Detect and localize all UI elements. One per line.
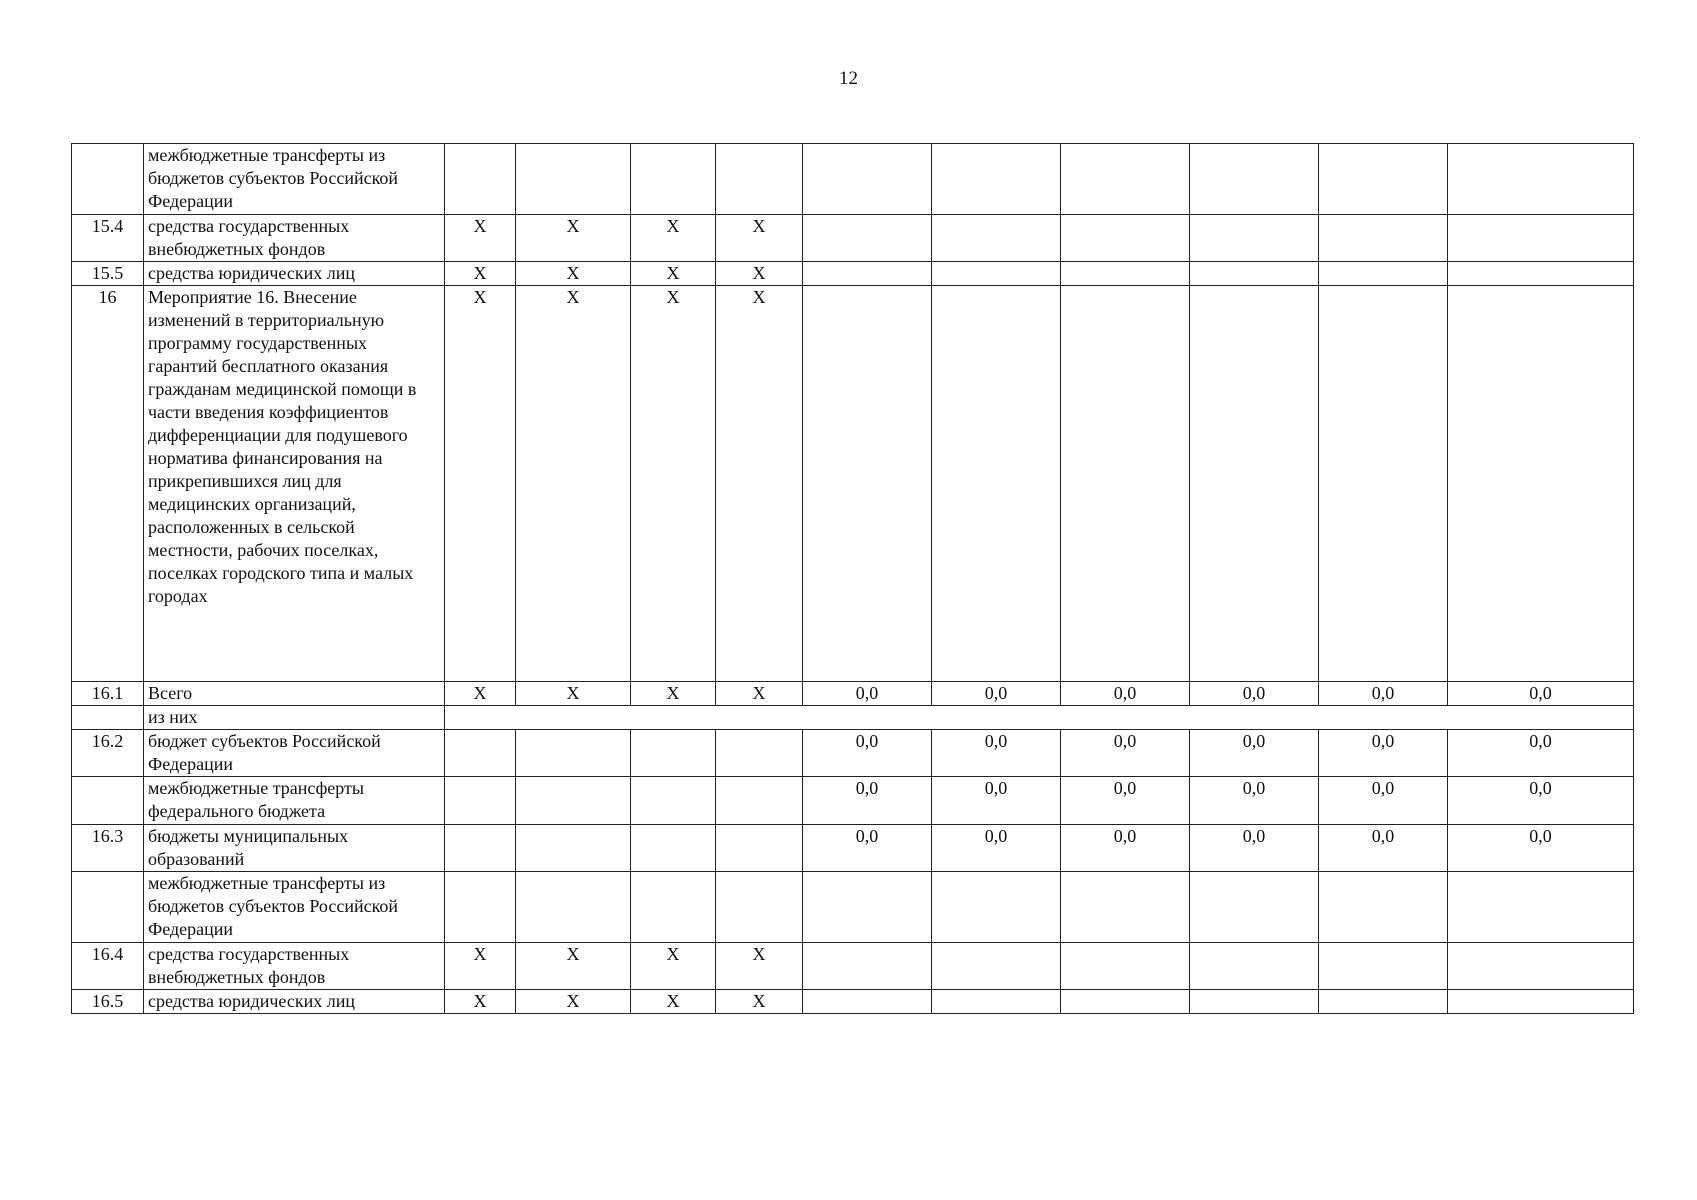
value-cell: 0,0 <box>1319 777 1448 825</box>
row-number-cell: 15.4 <box>72 215 144 262</box>
row-name-cell: средства государственных внебюджетных фондов <box>144 943 445 990</box>
row-number-cell <box>72 706 144 730</box>
row-number-cell: 16 <box>72 286 144 682</box>
x-cell: X <box>716 262 803 286</box>
x-cell: X <box>631 215 716 262</box>
x-cell: X <box>716 990 803 1014</box>
value-cell: 0,0 <box>1448 682 1634 706</box>
table-row <box>72 730 1634 777</box>
x-cell <box>631 825 716 872</box>
value-cell <box>803 262 932 286</box>
row-name-cell: средства государственных внебюджетных фондов <box>144 215 445 262</box>
x-cell <box>445 825 516 872</box>
table-row <box>72 990 1634 1014</box>
x-cell: X <box>716 943 803 990</box>
value-cell <box>803 215 932 262</box>
value-cell: 0,0 <box>932 682 1061 706</box>
value-cell: 0,0 <box>1448 825 1634 872</box>
page-number: 12 <box>839 68 858 89</box>
value-cell <box>1319 286 1448 682</box>
x-cell <box>445 872 516 943</box>
row-name-cell: Мероприятие 16. Внесение изменений в территориальную программу государственных гарантий бесплатного оказания гражданам медицинской помощи в части введения коэффициентов дифференциации для подушевого норматива финансирования на прикрепившихся лиц для медицинских организаций, расположенных в сельской местности, рабочих поселках, поселках городского типа и малых городах <box>144 286 445 682</box>
table-row <box>72 943 1634 990</box>
x-cell <box>516 144 631 215</box>
value-cell <box>932 286 1061 682</box>
row-name-cell: из них <box>144 706 445 730</box>
value-cell <box>1190 990 1319 1014</box>
x-cell: X <box>445 262 516 286</box>
value-cell <box>1448 872 1634 943</box>
value-cell: 0,0 <box>932 730 1061 777</box>
x-cell <box>716 872 803 943</box>
value-cell <box>932 144 1061 215</box>
value-cell <box>1319 943 1448 990</box>
value-cell <box>1190 215 1319 262</box>
x-cell: X <box>516 943 631 990</box>
row-name-cell: бюджет субъектов Российской Федерации <box>144 730 445 777</box>
value-cell <box>1319 262 1448 286</box>
value-cell: 0,0 <box>803 682 932 706</box>
value-cell: 0,0 <box>1190 825 1319 872</box>
table-row <box>72 286 1634 682</box>
value-cell: 0,0 <box>932 777 1061 825</box>
table-row <box>72 682 1634 706</box>
x-cell: X <box>631 682 716 706</box>
value-cell <box>803 144 932 215</box>
x-cell <box>716 825 803 872</box>
value-cell <box>803 872 932 943</box>
row-number-cell: 16.4 <box>72 943 144 990</box>
row-number-cell: 15.5 <box>72 262 144 286</box>
value-cell: 0,0 <box>1448 777 1634 825</box>
x-cell <box>631 777 716 825</box>
value-cell <box>1061 990 1190 1014</box>
value-cell <box>932 215 1061 262</box>
value-cell <box>1448 262 1634 286</box>
value-cell: 0,0 <box>1190 730 1319 777</box>
value-cell: 0,0 <box>1319 682 1448 706</box>
value-cell <box>1190 144 1319 215</box>
table-row <box>72 706 1634 730</box>
value-cell <box>1448 286 1634 682</box>
x-cell: X <box>631 286 716 682</box>
value-cell: 0,0 <box>1319 825 1448 872</box>
value-cell: 0,0 <box>1448 730 1634 777</box>
value-cell <box>1448 943 1634 990</box>
x-cell <box>716 730 803 777</box>
value-cell <box>803 990 932 1014</box>
table-row <box>72 215 1634 262</box>
x-cell: X <box>631 943 716 990</box>
value-cell <box>1061 872 1190 943</box>
value-cell <box>1319 215 1448 262</box>
value-cell <box>1190 872 1319 943</box>
x-cell <box>716 777 803 825</box>
x-cell: X <box>716 682 803 706</box>
table-row <box>72 144 1634 215</box>
value-cell: 0,0 <box>1190 682 1319 706</box>
row-number-cell: 16.3 <box>72 825 144 872</box>
value-cell <box>1190 286 1319 682</box>
value-cell <box>1319 872 1448 943</box>
x-cell: X <box>445 682 516 706</box>
merged-empty-cell <box>445 706 1634 730</box>
x-cell: X <box>445 286 516 682</box>
x-cell: X <box>631 990 716 1014</box>
row-number-cell <box>72 144 144 215</box>
value-cell <box>803 943 932 990</box>
row-name-cell: бюджеты муниципальных образований <box>144 825 445 872</box>
row-name-cell: межбюджетные трансферты из бюджетов субъектов Российской Федерации <box>144 872 445 943</box>
value-cell: 0,0 <box>803 777 932 825</box>
x-cell <box>445 730 516 777</box>
row-name-cell: межбюджетные трансферты из бюджетов субъектов Российской Федерации <box>144 144 445 215</box>
value-cell <box>803 286 932 682</box>
value-cell: 0,0 <box>1190 777 1319 825</box>
value-cell: 0,0 <box>1061 825 1190 872</box>
value-cell <box>1061 262 1190 286</box>
value-cell <box>1061 144 1190 215</box>
x-cell: X <box>516 286 631 682</box>
x-cell: X <box>716 286 803 682</box>
x-cell: X <box>631 262 716 286</box>
x-cell: X <box>516 682 631 706</box>
x-cell <box>445 777 516 825</box>
value-cell <box>1061 286 1190 682</box>
value-cell <box>1319 990 1448 1014</box>
value-cell: 0,0 <box>803 730 932 777</box>
row-name-cell: средства юридических лиц <box>144 990 445 1014</box>
value-cell <box>1190 262 1319 286</box>
value-cell: 0,0 <box>1319 730 1448 777</box>
x-cell: X <box>716 215 803 262</box>
row-name-cell: Всего <box>144 682 445 706</box>
x-cell <box>716 144 803 215</box>
row-number-cell <box>72 872 144 943</box>
value-cell: 0,0 <box>1061 730 1190 777</box>
value-cell <box>1448 990 1634 1014</box>
value-cell: 0,0 <box>932 825 1061 872</box>
x-cell <box>516 777 631 825</box>
value-cell <box>932 262 1061 286</box>
x-cell <box>445 144 516 215</box>
value-cell <box>1319 144 1448 215</box>
table-row <box>72 262 1634 286</box>
x-cell <box>516 730 631 777</box>
x-cell <box>516 872 631 943</box>
x-cell <box>631 144 716 215</box>
x-cell <box>631 730 716 777</box>
table-row <box>72 872 1634 943</box>
row-number-cell <box>72 777 144 825</box>
row-number-cell: 16.2 <box>72 730 144 777</box>
x-cell <box>631 872 716 943</box>
value-cell <box>932 943 1061 990</box>
x-cell: X <box>516 262 631 286</box>
value-cell <box>1061 215 1190 262</box>
table-row <box>72 825 1634 872</box>
budget-table <box>71 143 1634 1014</box>
value-cell <box>932 990 1061 1014</box>
x-cell: X <box>445 990 516 1014</box>
value-cell: 0,0 <box>1061 777 1190 825</box>
x-cell: X <box>445 943 516 990</box>
row-number-cell: 16.1 <box>72 682 144 706</box>
value-cell <box>932 872 1061 943</box>
x-cell: X <box>516 990 631 1014</box>
value-cell <box>1448 144 1634 215</box>
value-cell: 0,0 <box>803 825 932 872</box>
value-cell <box>1448 215 1634 262</box>
x-cell: X <box>516 215 631 262</box>
x-cell: X <box>445 215 516 262</box>
x-cell <box>516 825 631 872</box>
row-name-cell: средства юридических лиц <box>144 262 445 286</box>
row-number-cell: 16.5 <box>72 990 144 1014</box>
value-cell <box>1190 943 1319 990</box>
value-cell <box>1061 943 1190 990</box>
value-cell: 0,0 <box>1061 682 1190 706</box>
row-name-cell: межбюджетные трансферты федерального бюджета <box>144 777 445 825</box>
table-row <box>72 777 1634 825</box>
